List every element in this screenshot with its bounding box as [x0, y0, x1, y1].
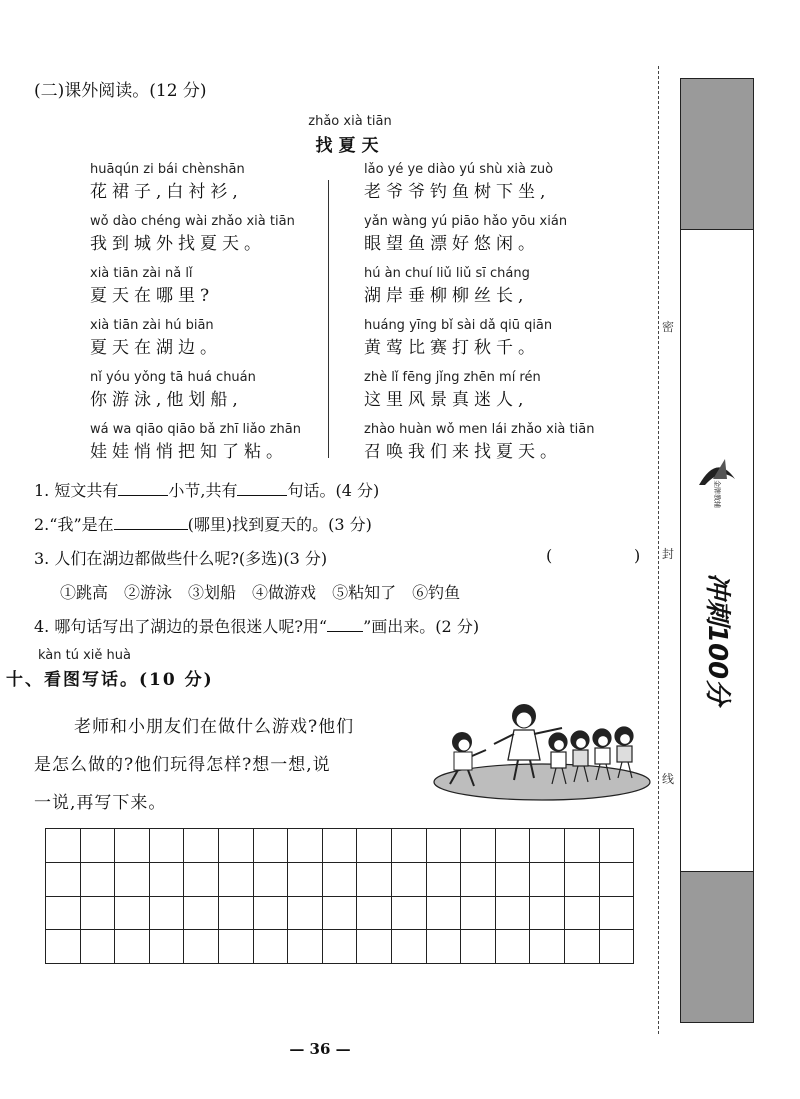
- binding-label-feng: 封: [662, 547, 675, 561]
- logo-caption: 金牌教辅: [713, 480, 721, 508]
- poem-line: zhào huàn wǒ men lái zhǎo xià tiān 召唤我们来找夏天。: [364, 422, 595, 462]
- writing-grid[interactable]: [45, 828, 634, 964]
- binding-label-xian: 线: [662, 772, 675, 786]
- poem-title: 找夏天: [315, 136, 385, 156]
- poem-line: zhè lǐ fēng jǐng zhēn mí rén 这里风景真迷人,: [364, 370, 541, 410]
- poem-line: lǎo yé ye diào yú shù xià zuò 老爷爷钓鱼树下坐,: [364, 162, 554, 202]
- poem-left-column: [90, 162, 320, 474]
- binding-dashed-line: [658, 66, 659, 1034]
- writing-section-heading: 十、看图写话。(10 分): [6, 670, 214, 690]
- page-number: — 36 —: [289, 1040, 351, 1058]
- option[interactable]: ④做游戏: [252, 583, 317, 602]
- poem-right-column: [364, 162, 604, 474]
- poem-line: hú àn chuí liǔ liǔ sī cháng 湖岸垂柳柳丝长,: [364, 266, 530, 306]
- answer-blank[interactable]: [237, 481, 287, 496]
- option[interactable]: ①跳高: [60, 583, 109, 602]
- side-gray-band-bottom: [681, 871, 753, 1022]
- reading-section-heading: (二)课外阅读。(12 分): [34, 81, 207, 101]
- poem-line: xià tiān zài hú biān 夏天在湖边。: [90, 318, 222, 358]
- writing-prompt-line: 老师和小朋友们在做什么游戏?他们: [74, 717, 355, 737]
- poem-line: nǐ yóu yǒng tā huá chuán 你游泳,他划船,: [90, 370, 256, 410]
- binding-label-mi: 密: [662, 320, 675, 334]
- writing-pinyin: kàn tú xiě huà: [38, 648, 131, 663]
- answer-paren-close: ): [634, 546, 641, 565]
- option[interactable]: ⑥钓鱼: [412, 583, 461, 602]
- writing-prompt-line: 一说,再写下来。: [34, 793, 167, 813]
- answer-blank[interactable]: [114, 515, 188, 530]
- poem-line: wá wa qiāo qiāo bǎ zhī liǎo zhān 娃娃悄悄把知了粘。: [90, 422, 301, 462]
- writing-prompt-line: 是怎么做的?他们玩得怎样?想一想,说: [34, 755, 331, 775]
- poem-line: huáng yīng bǐ sài dǎ qiū qiān 黄莺比赛打秋千。: [364, 318, 553, 358]
- poem-divider: [328, 180, 329, 458]
- poem-line: xià tiān zài nǎ lǐ 夏天在哪里?: [90, 266, 215, 306]
- question-4: 4. 哪句话写出了湖边的景色很迷人呢?用“ ”画出来。(2 分): [34, 617, 480, 636]
- question-1: 1. 短文共有 小节,共有 句话。(4 分): [34, 481, 380, 500]
- children-game-illustration: [420, 698, 652, 808]
- question-3: 3. 人们在湖边都做些什么呢?(多选)(3 分): [34, 549, 328, 568]
- question-3-options: [60, 580, 460, 603]
- question-2: 2.“我”是在 (哪里)找到夏天的。(3 分): [34, 515, 372, 534]
- poem-line: wǒ dào chéng wài zhǎo xià tiān 我到城外找夏天。: [90, 214, 295, 254]
- title-pinyin: zhǎo xià tiān: [308, 114, 392, 129]
- answer-blank[interactable]: [118, 481, 168, 496]
- option[interactable]: ⑤粘知了: [332, 583, 397, 602]
- option[interactable]: ②游泳: [124, 583, 173, 602]
- option[interactable]: ③划船: [188, 583, 237, 602]
- side-brand-panel: [680, 78, 754, 1023]
- poem-line: yǎn wàng yú piāo hǎo yōu xián 眼望鱼漂好悠闲。: [364, 214, 568, 254]
- poem-line: huāqún zi bái chènshān 花裙子,白衬衫,: [90, 162, 245, 202]
- side-gray-band-top: [681, 79, 753, 230]
- answer-paren-open: (: [546, 546, 553, 565]
- answer-blank: [327, 617, 363, 632]
- brand-title: 冲刺100分: [702, 572, 732, 706]
